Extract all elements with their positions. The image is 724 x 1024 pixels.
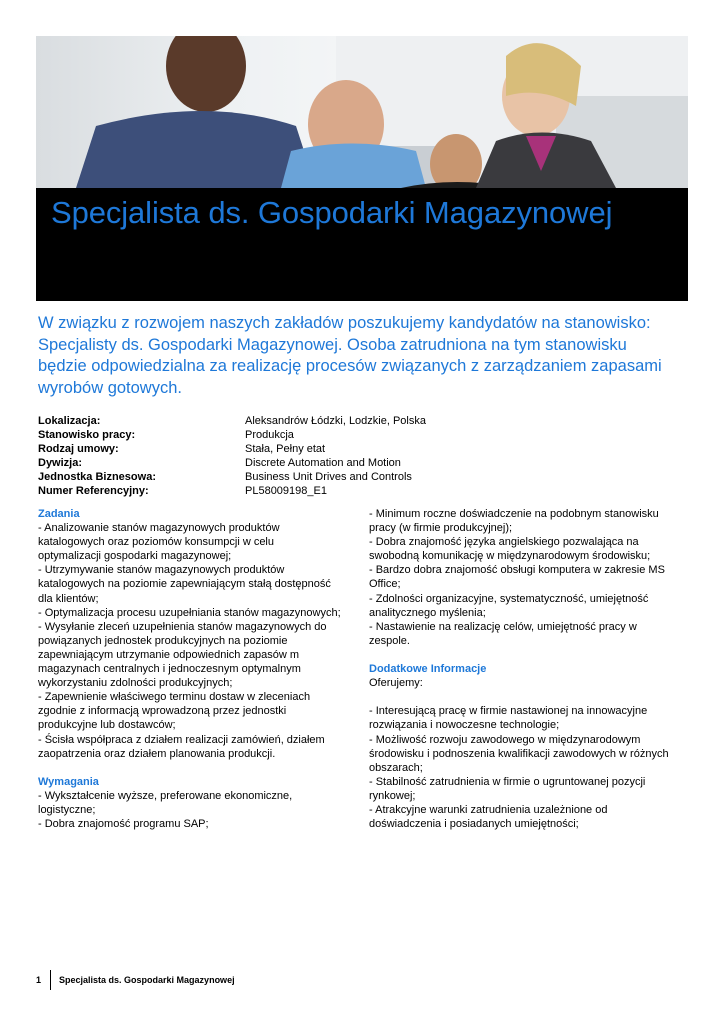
text-line: produkcyjne lub dostawców; — [38, 719, 176, 732]
wymagania-list-right — [369, 507, 689, 648]
detail-value: Stała, Pełny etat — [245, 443, 326, 455]
page-number: 1 — [36, 975, 42, 985]
dodatkowe-list — [369, 704, 689, 831]
text-line: - Analizowanie stanów magazynowych produktów — [38, 522, 280, 535]
detail-label: Jednostka Biznesowa: — [38, 471, 156, 483]
hero-photo — [36, 36, 688, 188]
text-line: - Optymalizacja procesu uzupełniania stanów magazynowych; — [38, 606, 341, 619]
text-line: dla klientów; — [38, 592, 99, 605]
text-line: zespole. — [369, 634, 410, 647]
detail-row — [38, 428, 678, 442]
text-line: - Możliwość rozwoju zawodowego w międzynarodowym — [369, 733, 641, 746]
text-line: magazynach centralnych i jednoczesnym optymalnym — [38, 663, 301, 676]
right-column — [369, 507, 689, 831]
job-details-table — [38, 414, 678, 498]
text-line: wykorzystaniu zdolności produkcyjnych; — [38, 677, 233, 690]
dodatkowe-heading: Dodatkowe Informacje — [369, 663, 487, 676]
text-line: - Dobra znajomość programu SAP; — [38, 818, 209, 831]
detail-row — [38, 414, 678, 428]
text-line: katalogowych oraz poziomów konsumpcji w celu — [38, 536, 274, 549]
page-title: Specjalista ds. Gospodarki Magazynowej — [51, 195, 613, 230]
text-line: swobodną komunikację w międzynarodowym środowisku; — [369, 550, 651, 563]
wymagania-list-left — [38, 789, 350, 831]
text-line: - Wysyłanie zleceń uzupełnienia stanów magazynowych do — [38, 620, 327, 633]
text-line: - Zapewnienie właściwego terminu dostaw w zleceniach — [38, 691, 311, 704]
text-line: katalogowych na poziomie zapewniającym stałą dostępność — [38, 578, 331, 591]
detail-label: Rodzaj umowy: — [38, 443, 119, 455]
text-line: zgodnie z informacją wprowadzoną przez jednostki — [38, 705, 287, 718]
title-band — [36, 188, 688, 301]
detail-value: Discrete Automation and Motion — [245, 457, 401, 469]
text-line: Office; — [369, 578, 401, 591]
text-line: logistyczne; — [38, 803, 96, 816]
text-line: - Minimum roczne doświadczenie na podobnym stanowisku — [369, 508, 659, 520]
detail-label: Lokalizacja: — [38, 415, 101, 427]
detail-value: Aleksandrów Łódzki, Lodzkie, Polska — [245, 415, 426, 427]
text-line: rynkowej; — [369, 789, 416, 802]
text-line: - Zdolności organizacyjne, systematyczność, umiejętność — [369, 592, 649, 605]
detail-row — [38, 470, 678, 484]
text-line: rozwiązania i nowoczesne technologie; — [369, 719, 560, 732]
text-line: - Wykształcenie wyższe, preferowane ekonomiczne, — [38, 789, 293, 802]
oferujemy-label: Oferujemy: — [369, 677, 423, 690]
text-line: pracy (w firmie produkcyjnej); — [369, 522, 513, 535]
left-column — [38, 507, 350, 831]
detail-row — [38, 442, 678, 456]
text-line: optymalizacji gospodarki magazynowej; — [38, 550, 232, 563]
intro-paragraph: W związku z rozwojem naszych zakładów poszukujemy kandydatów na stanowisko: Specjalisty ds. Gospodarki Magazynowej. Osoba zatrudniona na tym stanowisku będzie odpowiedzialna za realizację procesów związanych z zarządzaniem zapasami wyrobów gotowych. — [38, 314, 662, 397]
text-line: analitycznego myślenia; — [369, 606, 486, 619]
detail-value: Business Unit Drives and Controls — [245, 471, 412, 483]
detail-row — [38, 456, 678, 470]
zadania-list — [38, 521, 350, 761]
detail-label: Numer Referencyjny: — [38, 485, 149, 497]
text-line: - Nastawienie na realizację celów, umiejętność pracy w — [369, 620, 637, 633]
text-line: - Stabilność zatrudnienia w firmie o ugruntowanej pozycji — [369, 775, 646, 788]
text-line: powiązanych jednostek produkcyjnych na poziomie — [38, 634, 288, 647]
text-line: - Dobra znajomość języka angielskiego pozwalająca na — [369, 536, 639, 549]
detail-value: PL58009198_E1 — [245, 485, 327, 497]
text-line: zapewniającym utrzymanie odpowiednich zapasów m — [38, 648, 300, 661]
detail-label: Dywizja: — [38, 457, 83, 469]
text-line: obszarach; — [369, 761, 423, 774]
text-line: środowisku i podnoszenia kwalifikacji zawodowych w różnych — [369, 747, 669, 760]
footer-divider — [50, 970, 51, 990]
text-line: doświadczenia i posiadanych umiejętności; — [369, 818, 579, 831]
text-line: - Ścisła współpraca z działem realizacji zamówień, działem — [38, 733, 325, 746]
zadania-heading: Zadania — [38, 508, 80, 520]
wymagania-heading: Wymagania — [38, 775, 99, 788]
text-line: zaopatrzenia oraz działem planowania produkcji. — [38, 747, 276, 760]
text-line: - Bardzo dobra znajomość obsługi komputera w zakresie MS — [369, 564, 665, 577]
text-line: - Utrzymywanie stanów magazynowych produktów — [38, 564, 285, 577]
footer-title: Specjalista ds. Gospodarki Magazynowej — [59, 975, 235, 985]
detail-label: Stanowisko pracy: — [38, 429, 136, 441]
text-line: - Interesującą pracę w firmie nastawionej na innowacyjne — [369, 705, 648, 718]
detail-value: Produkcja — [245, 429, 294, 441]
page-footer — [36, 970, 235, 990]
detail-row — [38, 484, 678, 498]
text-line: - Atrakcyjne warunki zatrudnienia uzależnione od — [369, 803, 608, 816]
